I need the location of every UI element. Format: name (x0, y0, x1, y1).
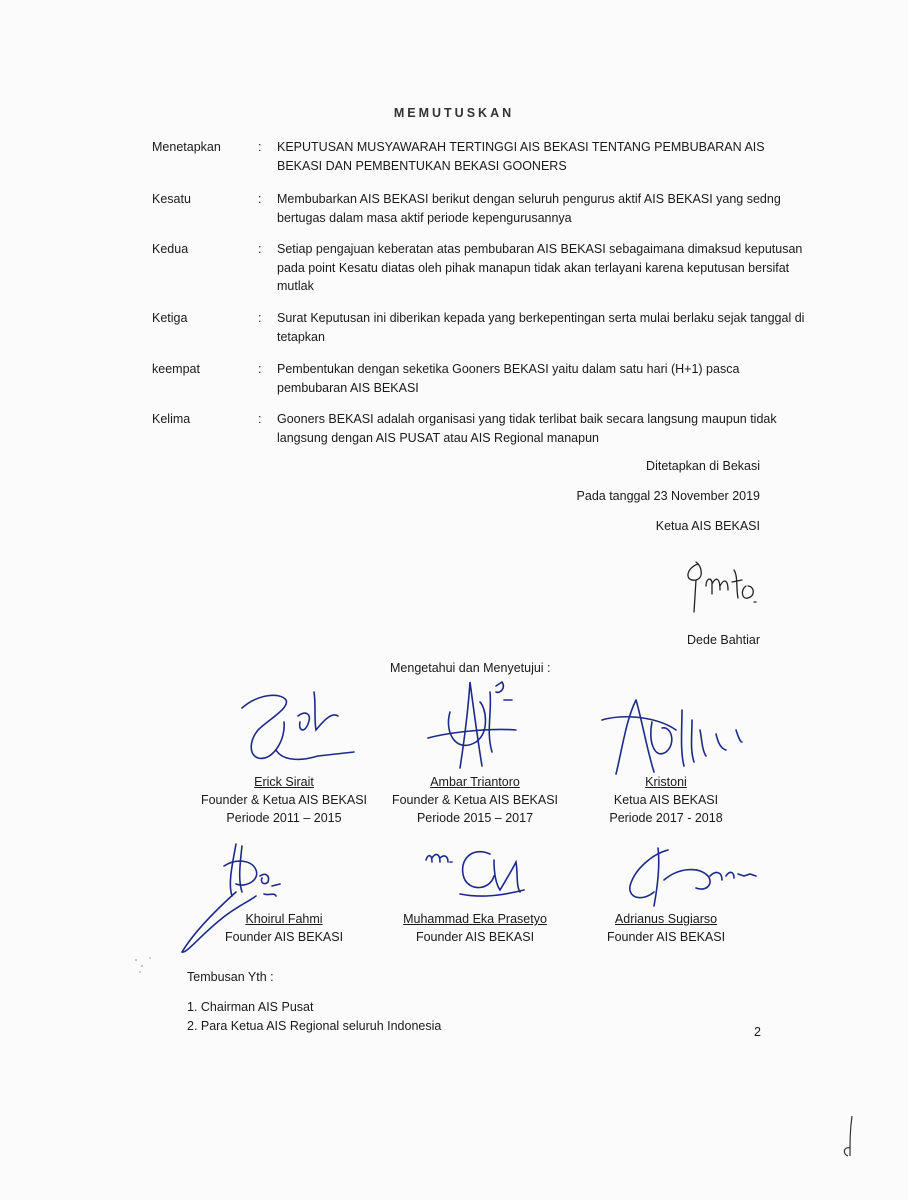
article-label: keempat (152, 362, 200, 376)
article-kelima (152, 410, 812, 447)
signatory-block-eka (375, 910, 575, 946)
article-colon: : (258, 242, 262, 256)
signatory-block-ambar (375, 773, 575, 827)
article-text: Membubarkan AIS BEKASI berikut dengan seluruh pengurus aktif AIS BEKASI yang sedng bertugas dalam masa aktif periode kepengurusannya (277, 192, 781, 225)
signatory-period: Periode 2011 – 2015 (226, 811, 342, 825)
article-text: Gooners BEKASI adalah organisasi yang tidak terlibat baik secara langsung maupun tidak langsung dengan AIS PUSAT atau AIS Regional manapun (277, 412, 777, 445)
page-heading: MEMUTUSKAN (393, 106, 515, 120)
signatory-period: Periode 2015 – 2017 (416, 811, 534, 825)
page-number: 2 (754, 1025, 761, 1039)
signatory-role: Founder AIS BEKASI (224, 930, 344, 944)
signatory-block-adrianus (566, 910, 766, 946)
signatory-role: Ketua AIS BEKASI (613, 793, 719, 807)
article-kedua (152, 240, 812, 296)
signatory-name: Adrianus Sugiarso (614, 912, 718, 926)
erick-sirait-signature (228, 680, 358, 775)
article-text: Pembentukan dengan seketika Gooners BEKASI yaitu dalam satu hari (H+1) pasca pembubaran AIS BEKASI (277, 362, 740, 395)
signatory-name: Muhammad Eka Prasetyo (403, 912, 547, 926)
signatory-block-kristoni (566, 773, 766, 827)
signatory-role: Founder & Ketua AIS BEKASI (200, 793, 368, 807)
signatory-name: Ambar Triantoro (430, 775, 520, 789)
carbon-copy-title: Tembusan Yth : (187, 970, 274, 984)
signatory-role: Founder & Ketua AIS BEKASI (391, 793, 559, 807)
article-label: Menetapkan (152, 140, 221, 154)
signatory-period: Periode 2017 - 2018 (609, 811, 723, 825)
article-label: Ketiga (152, 311, 188, 325)
acknowledged-label: Mengetahui dan Menyetujui : (390, 661, 551, 675)
article-kesatu (152, 190, 812, 227)
article-label: Kesatu (152, 192, 191, 206)
article-colon: : (258, 140, 262, 154)
decree-place: Ditetapkan di Bekasi (646, 459, 760, 473)
signatory-name: Erick Sirait (254, 775, 314, 789)
article-text: KEPUTUSAN MUSYAWARAH TERTINGGI AIS BEKASI TENTANG PEMBUBARAN AIS BEKASI DAN PEMBENTUKAN BEKASI GOONERS (277, 140, 765, 173)
chairman-signature (676, 556, 766, 618)
article-menetapkan (152, 138, 812, 175)
article-label: Kedua (152, 242, 189, 256)
signatory-block-erick (184, 773, 384, 827)
article-colon: : (258, 362, 262, 376)
carbon-copy-item: 1. Chairman AIS Pusat (187, 1000, 314, 1014)
scan-mark-icon (838, 1112, 858, 1162)
scan-dots-icon (130, 950, 160, 980)
article-colon: : (258, 311, 262, 325)
article-ketiga (152, 309, 812, 346)
ambar-triantoro-signature (420, 672, 530, 777)
signatory-name: Khoirul Fahmi (245, 912, 323, 926)
article-colon: : (258, 192, 262, 206)
article-label: Kelima (152, 412, 191, 426)
article-text: Surat Keputusan ini diberikan kepada yang berkepentingan serta mulai berlaku sejak tanggal di tetapkan (277, 311, 805, 344)
signatory-name: Kristoni (645, 775, 687, 789)
signatory-role: Founder AIS BEKASI (606, 930, 726, 944)
chairman-name: Dede Bahtiar (687, 633, 760, 647)
signatory-role: Founder AIS BEKASI (415, 930, 535, 944)
carbon-copy-item: 2. Para Ketua AIS Regional seluruh Indonesia (187, 1019, 442, 1033)
article-keempat (152, 360, 812, 397)
kristoni-signature (596, 690, 746, 780)
decree-role: Ketua AIS BEKASI (655, 519, 760, 533)
adrianus-sugiarso-signature (618, 840, 768, 915)
eka-prasetyo-signature (420, 840, 530, 910)
signatory-block-khoirul (184, 910, 384, 946)
article-colon: : (258, 412, 262, 426)
decree-date: Pada tanggal 23 November 2019 (576, 489, 760, 503)
article-text: Setiap pengajuan keberatan atas pembubaran AIS BEKASI sebagaimana dimaksud keputusan pada point Kesatu diatas oleh pihak manapun tidak akan terlayani karena keputusan bersifat mutlak (277, 242, 803, 293)
